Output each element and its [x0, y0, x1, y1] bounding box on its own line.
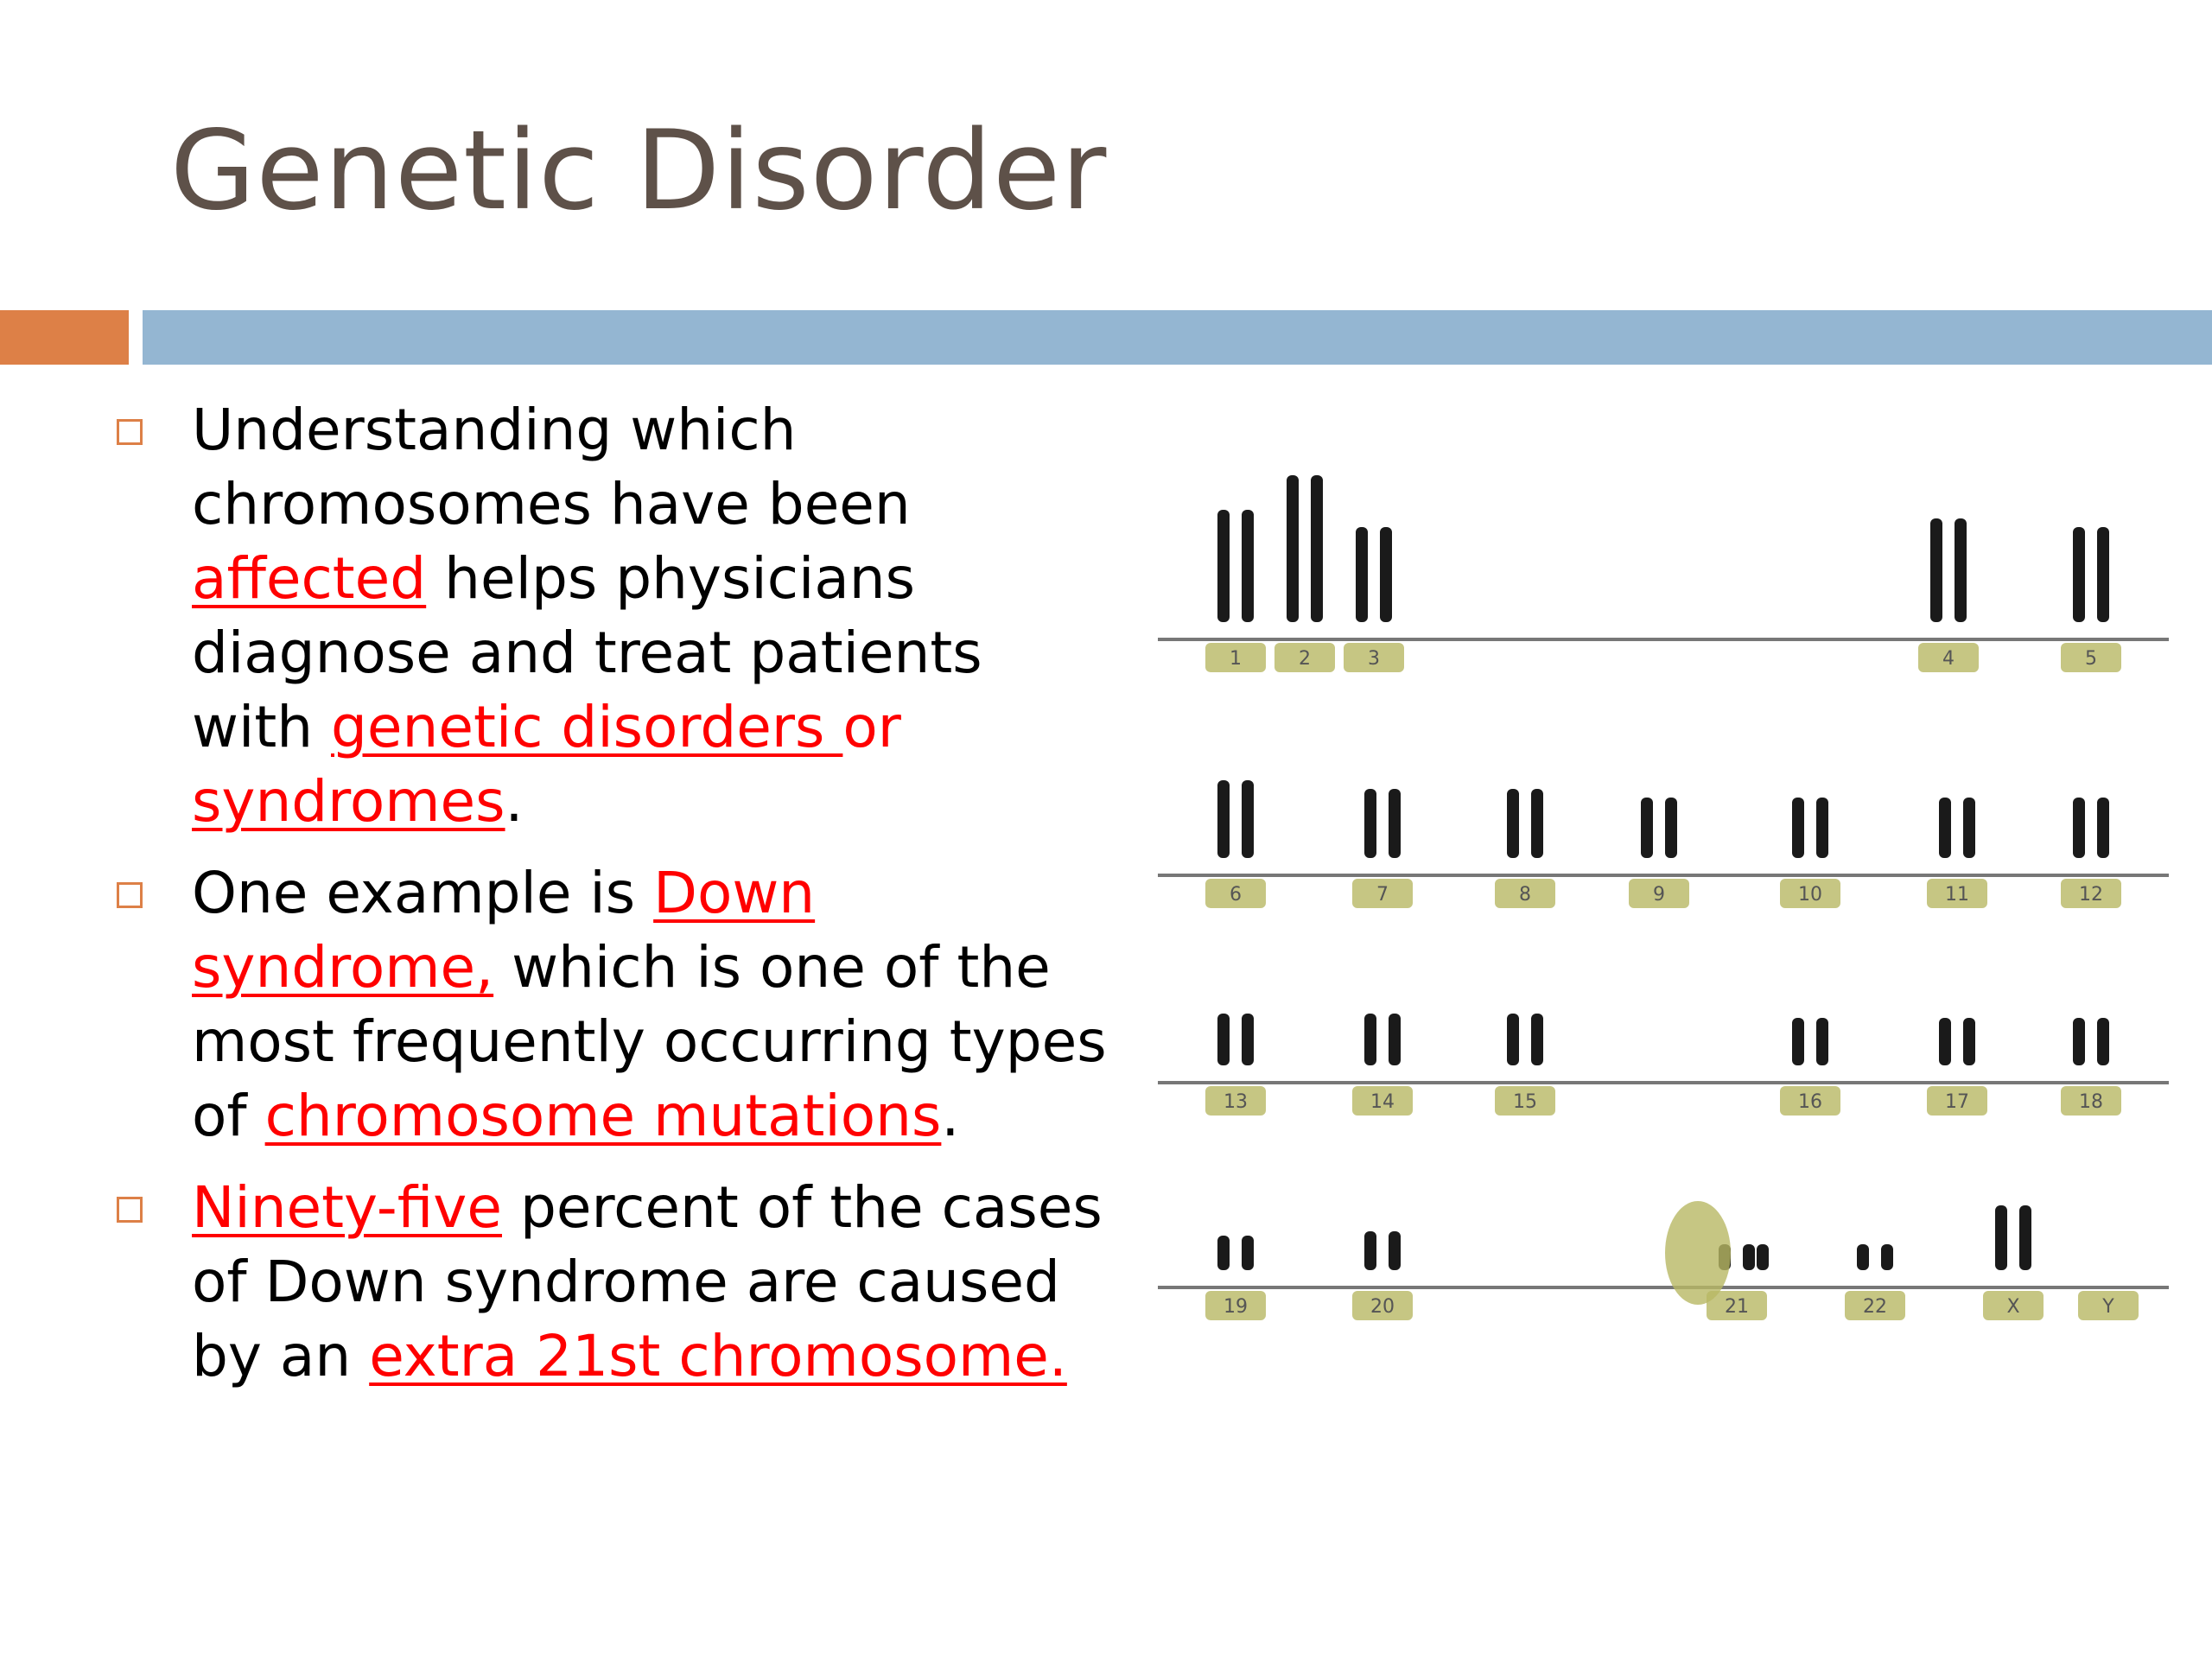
- chromosome-3: [1356, 527, 1368, 622]
- chromosome-22: [1857, 1244, 1869, 1270]
- bullet-list: [117, 393, 1119, 1411]
- chromosome-18: [2097, 1018, 2109, 1065]
- chromosome-X: [1995, 1205, 2007, 1270]
- chromosome-15: [1507, 1014, 1519, 1065]
- chromosome-label-9: 9: [1653, 884, 1665, 906]
- chromosome-11: [1963, 798, 1975, 858]
- chromosome-12: [2097, 798, 2109, 858]
- square-bullet-icon: [117, 1197, 143, 1223]
- chromosome-4: [1930, 518, 1942, 622]
- link-down-syndrome[interactable]: Down syndrome,: [192, 860, 816, 1001]
- chromosome-label-3: 3: [1368, 648, 1380, 670]
- chromosome-10: [1816, 798, 1828, 858]
- slide-title: Genetic Disorder: [170, 106, 1108, 234]
- chromosome-17: [1963, 1018, 1975, 1065]
- chromosome-8: [1507, 789, 1519, 858]
- chromosome-7: [1389, 789, 1401, 858]
- chromosome-19: [1242, 1236, 1254, 1270]
- chromosome-16: [1792, 1018, 1804, 1065]
- chromosome-21: [1743, 1244, 1755, 1270]
- chromosome-label-Y: Y: [2102, 1296, 2114, 1318]
- square-bullet-icon: [117, 419, 143, 445]
- chromosome-label-15: 15: [1513, 1091, 1537, 1113]
- chromosome-17: [1939, 1018, 1951, 1065]
- chromosome-label-22: 22: [1863, 1296, 1887, 1318]
- bullet-item-1: [117, 393, 1119, 839]
- chromosome-label-10: 10: [1798, 884, 1822, 906]
- bullet-text: .: [505, 768, 524, 835]
- karyotype-image: [1149, 467, 2186, 1365]
- chromosome-22: [1881, 1244, 1893, 1270]
- bullet-text: Understanding which chromosomes have been: [192, 397, 911, 537]
- link-chromosome-mutations[interactable]: chromosome mutations: [264, 1083, 942, 1149]
- link-genetic-disorders[interactable]: genetic disorders: [331, 694, 843, 760]
- chromosome-4: [1955, 518, 1967, 622]
- chromosome-11: [1939, 798, 1951, 858]
- chromosome-label-21: 21: [1725, 1296, 1749, 1318]
- chromosome-1: [1217, 510, 1230, 622]
- chromosome-label-X: X: [2006, 1296, 2020, 1318]
- bullet-text: .: [941, 1083, 960, 1149]
- chromosome-label-1: 1: [1230, 648, 1242, 670]
- chromosome-label-18: 18: [2079, 1091, 2103, 1113]
- square-bullet-icon: [117, 882, 143, 908]
- chromosome-label-7: 7: [1376, 884, 1389, 906]
- bullet-text: helps physicians diagnose and treat patients with: [192, 545, 982, 760]
- bullet-item-3: [117, 1171, 1119, 1394]
- chromosome-X: [2019, 1205, 2031, 1270]
- chromosome-20: [1389, 1231, 1401, 1270]
- chromosome-12: [2073, 798, 2085, 858]
- chromosome-6: [1242, 780, 1254, 858]
- chromosome-label-2: 2: [1299, 648, 1311, 670]
- bullet-item-2: [117, 856, 1119, 1154]
- title-accent-bar-blue: [143, 310, 2212, 365]
- link-extra-21st-chromosome[interactable]: extra 21st chromosome.: [369, 1323, 1067, 1389]
- chromosome-2: [1311, 475, 1323, 622]
- chromosome-1: [1242, 510, 1254, 622]
- chromosome-18: [2073, 1018, 2085, 1065]
- chromosome-14: [1389, 1014, 1401, 1065]
- bullet-text-red: or: [842, 694, 901, 760]
- chromosome-19: [1217, 1236, 1230, 1270]
- chromosome-9: [1665, 798, 1677, 858]
- chromosome-14: [1364, 1014, 1376, 1065]
- title-accent-bar-orange: [0, 310, 129, 365]
- chromosome-label-16: 16: [1798, 1091, 1822, 1113]
- chromosome-9: [1641, 798, 1653, 858]
- chromosome-7: [1364, 789, 1376, 858]
- chromosome-10: [1792, 798, 1804, 858]
- link-affected[interactable]: affected: [192, 545, 427, 612]
- chromosome-label-5: 5: [2085, 648, 2097, 670]
- chromosome-label-8: 8: [1519, 884, 1531, 906]
- chromosome-3: [1380, 527, 1392, 622]
- chromosome-13: [1217, 1014, 1230, 1065]
- chromosome-15: [1531, 1014, 1543, 1065]
- bullet-text: One example is: [192, 860, 654, 926]
- chromosome-16: [1816, 1018, 1828, 1065]
- chromosome-label-20: 20: [1370, 1296, 1395, 1318]
- link-ninety-five[interactable]: Ninety-five: [192, 1174, 502, 1241]
- chromosome-21-highlight: [1665, 1201, 1731, 1305]
- chromosome-label-14: 14: [1370, 1091, 1395, 1113]
- chromosome-20: [1364, 1231, 1376, 1270]
- chromosome-label-6: 6: [1230, 884, 1242, 906]
- chromosome-5: [2073, 527, 2085, 622]
- chromosome-label-19: 19: [1224, 1296, 1248, 1318]
- chromosome-2: [1287, 475, 1299, 622]
- chromosome-21-extra: [1757, 1244, 1769, 1270]
- chromosome-label-12: 12: [2079, 884, 2103, 906]
- chromosome-13: [1242, 1014, 1254, 1065]
- chromosome-8: [1531, 789, 1543, 858]
- chromosome-6: [1217, 780, 1230, 858]
- bullet-text: which is one of the most frequently occurring types of: [192, 934, 1107, 1149]
- chromosome-5: [2097, 527, 2109, 622]
- chromosome-label-17: 17: [1945, 1091, 1969, 1113]
- chromosome-label-13: 13: [1224, 1091, 1248, 1113]
- link-syndromes[interactable]: syndromes: [192, 768, 505, 835]
- chromosome-label-11: 11: [1945, 884, 1969, 906]
- bullet-text: percent of the cases of Down syndrome are caused by an: [192, 1174, 1103, 1389]
- chromosome-label-4: 4: [1942, 648, 1955, 670]
